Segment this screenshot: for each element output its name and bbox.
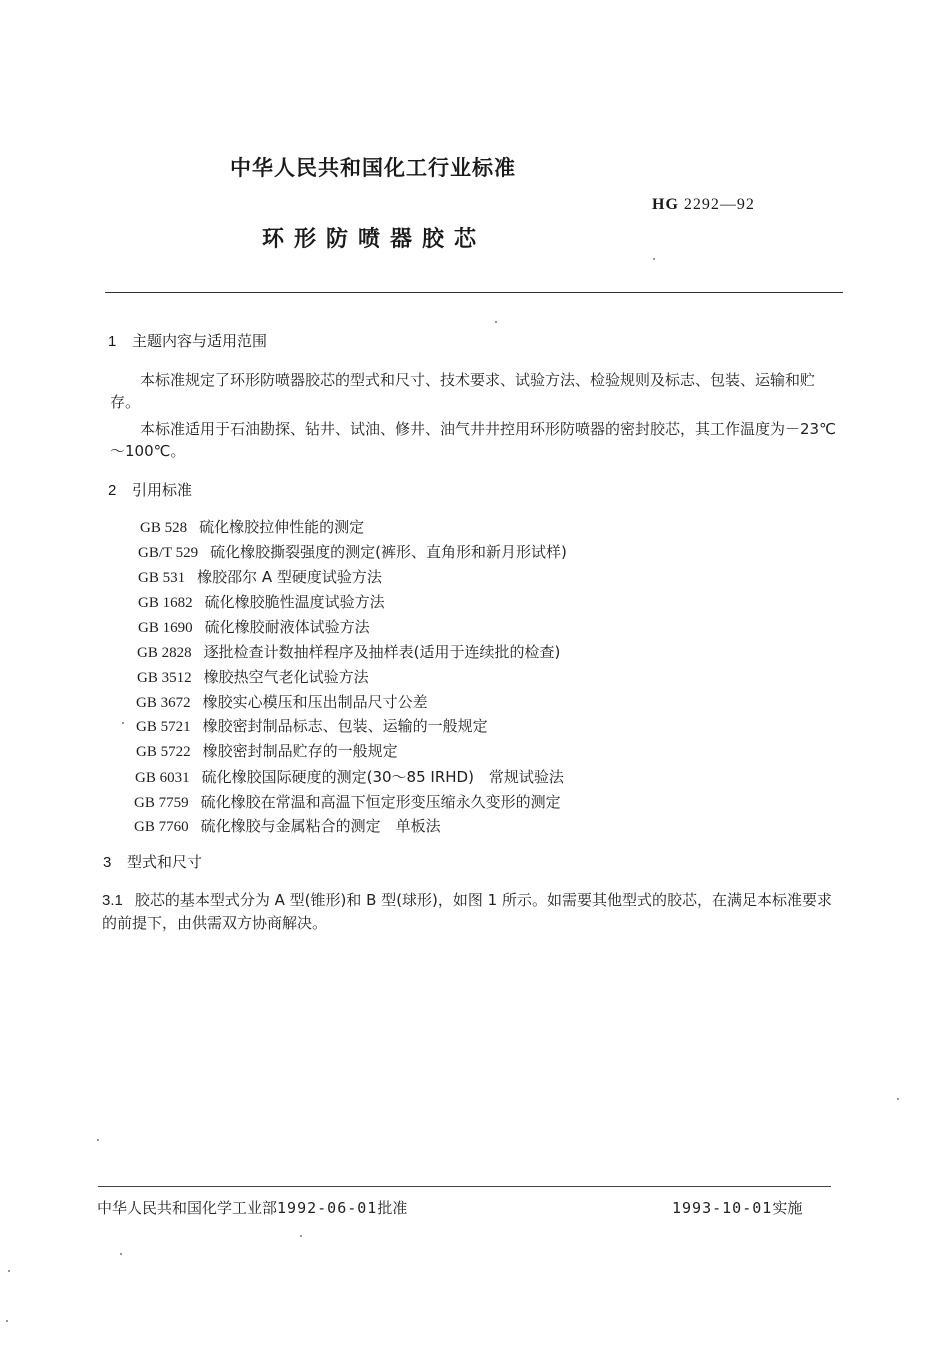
reference-title: 硫化橡胶脆性温度试验方法 xyxy=(204,593,385,611)
approval-line xyxy=(97,1197,407,1218)
section-number: 1 xyxy=(108,333,117,350)
reference-item xyxy=(138,541,567,562)
reference-code: GB 7759 xyxy=(134,795,189,811)
reference-title: 橡胶密封制品标志、包装、运输的一般规定 xyxy=(202,717,488,735)
reference-code: GB 528 xyxy=(140,520,188,536)
section-number: 3 xyxy=(103,854,112,871)
standard-prefix: HG xyxy=(652,196,679,213)
reference-title: 硫化橡胶撕裂强度的测定(裤形、直角形和新月形试样) xyxy=(210,543,567,561)
section-3-paragraph-1 xyxy=(102,889,837,934)
reference-item xyxy=(138,591,385,612)
reference-title: 橡胶热空气老化试验方法 xyxy=(203,668,369,686)
reference-item xyxy=(135,766,564,787)
approval-date: 1992-06-01 xyxy=(277,1199,378,1217)
scan-speck xyxy=(122,722,124,724)
reference-code: GB 531 xyxy=(138,570,186,586)
footer-divider xyxy=(98,1186,831,1187)
scan-speck xyxy=(120,1253,122,1255)
clause-text: 胶芯的基本型式分为 A 型(锥形)和 B 型(球形)，如图 1 所示。如需要其他型式的胶芯，在满足本标准要求的前提下，由供需双方协商解决。 xyxy=(102,891,832,932)
approval-org: 中华人民共和国化学工业部 xyxy=(97,1199,278,1217)
reference-code: GB 7760 xyxy=(134,819,189,835)
section-title: 引用标准 xyxy=(132,481,193,499)
reference-item xyxy=(134,791,561,812)
reference-code: GB 6031 xyxy=(135,770,190,786)
section-3-heading xyxy=(103,851,202,872)
header-divider xyxy=(105,292,843,293)
reference-code: GB 1690 xyxy=(138,620,193,636)
reference-item xyxy=(138,566,382,587)
reference-item xyxy=(137,666,369,687)
section-title: 主题内容与适用范围 xyxy=(132,332,268,350)
reference-item xyxy=(136,715,488,736)
section-1-heading xyxy=(108,330,267,351)
reference-code: GB 5722 xyxy=(136,744,191,760)
implementation-line xyxy=(672,1197,802,1218)
reference-item xyxy=(138,616,370,637)
reference-title: 橡胶密封制品贮存的一般规定 xyxy=(202,742,398,760)
reference-code: GB 5721 xyxy=(136,719,191,735)
reference-code: GB 2828 xyxy=(137,645,192,661)
approval-word: 批准 xyxy=(377,1199,408,1217)
reference-code: GB 1682 xyxy=(138,595,193,611)
scan-speck xyxy=(495,321,497,323)
reference-title: 硫化橡胶耐液体试验方法 xyxy=(204,618,370,636)
scan-speck xyxy=(897,1098,899,1100)
reference-code: GB 3672 xyxy=(136,695,191,711)
reference-code: GB/T 529 xyxy=(138,545,199,561)
section-1-paragraph-1: 本标准规定了环形防喷器胶芯的型式和尺寸、技术要求、试验方法、检验规则及标志、包装、运输和贮存。 xyxy=(110,371,816,411)
standard-number xyxy=(652,196,755,214)
scan-speck xyxy=(8,1270,10,1272)
reference-title: 橡胶邵尔 A 型硬度试验方法 xyxy=(197,568,382,586)
scan-speck xyxy=(6,1320,8,1322)
org-title: 中华人民共和国化工行业标准 xyxy=(230,156,516,180)
reference-title: 硫化橡胶与金属粘合的测定 单板法 xyxy=(200,817,441,835)
reference-item xyxy=(134,815,441,836)
section-1-paragraph-2: 本标准适用于石油勘探、钻井、试油、修井、油气井井控用环形防喷器的密封胶芯，其工作温度为－23℃～100℃。 xyxy=(110,420,836,460)
implementation-word: 实施 xyxy=(772,1199,803,1217)
scan-speck xyxy=(300,1235,302,1237)
reference-item xyxy=(137,641,560,662)
reference-title: 橡胶实心模压和压出制品尺寸公差 xyxy=(202,693,428,711)
section-title: 型式和尺寸 xyxy=(127,853,203,871)
section-2-heading xyxy=(108,479,192,500)
implementation-date: 1993-10-01 xyxy=(672,1199,773,1217)
reference-title: 硫化橡胶拉伸性能的测定 xyxy=(199,518,365,536)
clause-number: 3.1 xyxy=(102,892,123,909)
reference-item xyxy=(140,516,364,537)
reference-item xyxy=(136,691,428,712)
scan-speck xyxy=(97,1139,99,1141)
reference-code: GB 3512 xyxy=(137,670,192,686)
section-number: 2 xyxy=(108,482,117,499)
standard-code: 2292—92 xyxy=(683,196,755,213)
reference-title: 硫化橡胶在常温和高温下恒定形变压缩永久变形的测定 xyxy=(200,793,561,811)
reference-title: 逐批检查计数抽样程序及抽样表(适用于连续批的检查) xyxy=(203,643,561,661)
reference-item xyxy=(136,740,398,761)
reference-title: 硫化橡胶国际硬度的测定(30～85 IRHD) 常规试验法 xyxy=(201,768,564,786)
scan-speck xyxy=(653,258,655,260)
document-title: 环形防喷器胶芯 xyxy=(262,227,487,252)
